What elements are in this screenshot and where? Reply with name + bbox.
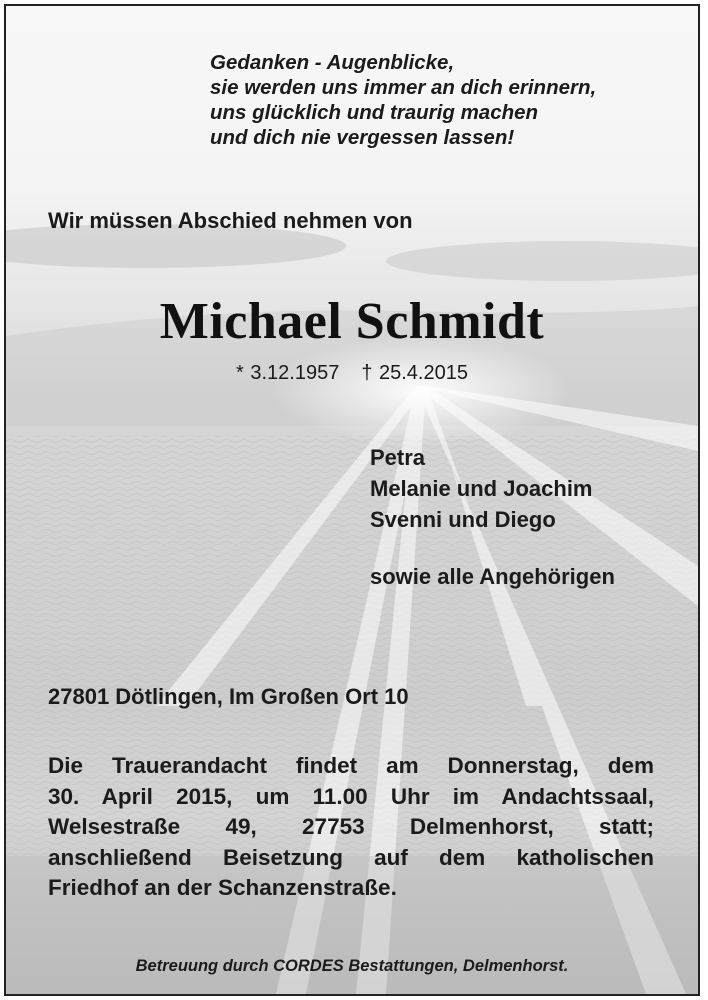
farewell-heading: Wir müssen Abschied nehmen von <box>48 208 413 233</box>
family-address: 27801 Dötlingen, Im Großen Ort 10 <box>48 684 409 709</box>
undertaker-credit: Betreuung durch CORDES Bestattungen, Delmenhorst. <box>135 957 569 975</box>
family-member: Melanie und Joachim <box>370 476 593 501</box>
service-line: Friedhof an der Schanzenstraße. <box>48 875 397 900</box>
deceased-name: Michael Schmidt <box>159 293 545 350</box>
funeral-service-details <box>48 751 654 904</box>
poem-line: uns glücklich und traurig machen <box>210 101 539 124</box>
service-line: Die Trauerandacht findet am Donnerstag, dem <box>48 753 654 778</box>
relatives-line: sowie alle Angehörigen <box>370 564 615 589</box>
memorial-poem <box>210 50 596 150</box>
family-member: Petra <box>370 445 426 470</box>
service-line: anschließend Beisetzung auf dem katholischen <box>48 844 654 870</box>
poem-line: Gedanken - Augenblicke, <box>210 51 455 74</box>
birth-date: * 3.12.1957 <box>236 362 340 384</box>
poem-line: und dich nie vergessen lassen! <box>210 126 515 149</box>
death-date: † 25.4.2015 <box>361 362 468 384</box>
family-names <box>370 442 593 535</box>
life-dates <box>6 362 698 385</box>
service-line: Welsestraße 49, 27753 Delmenhorst, statt; <box>48 814 654 839</box>
obituary-notice <box>4 4 700 996</box>
family-member: Svenni und Diego <box>370 507 556 532</box>
service-line: 30. April 2015, um 11.00 Uhr im Andachtssaal, <box>48 783 654 809</box>
poem-line: sie werden uns immer an dich erinnern, <box>210 76 597 99</box>
